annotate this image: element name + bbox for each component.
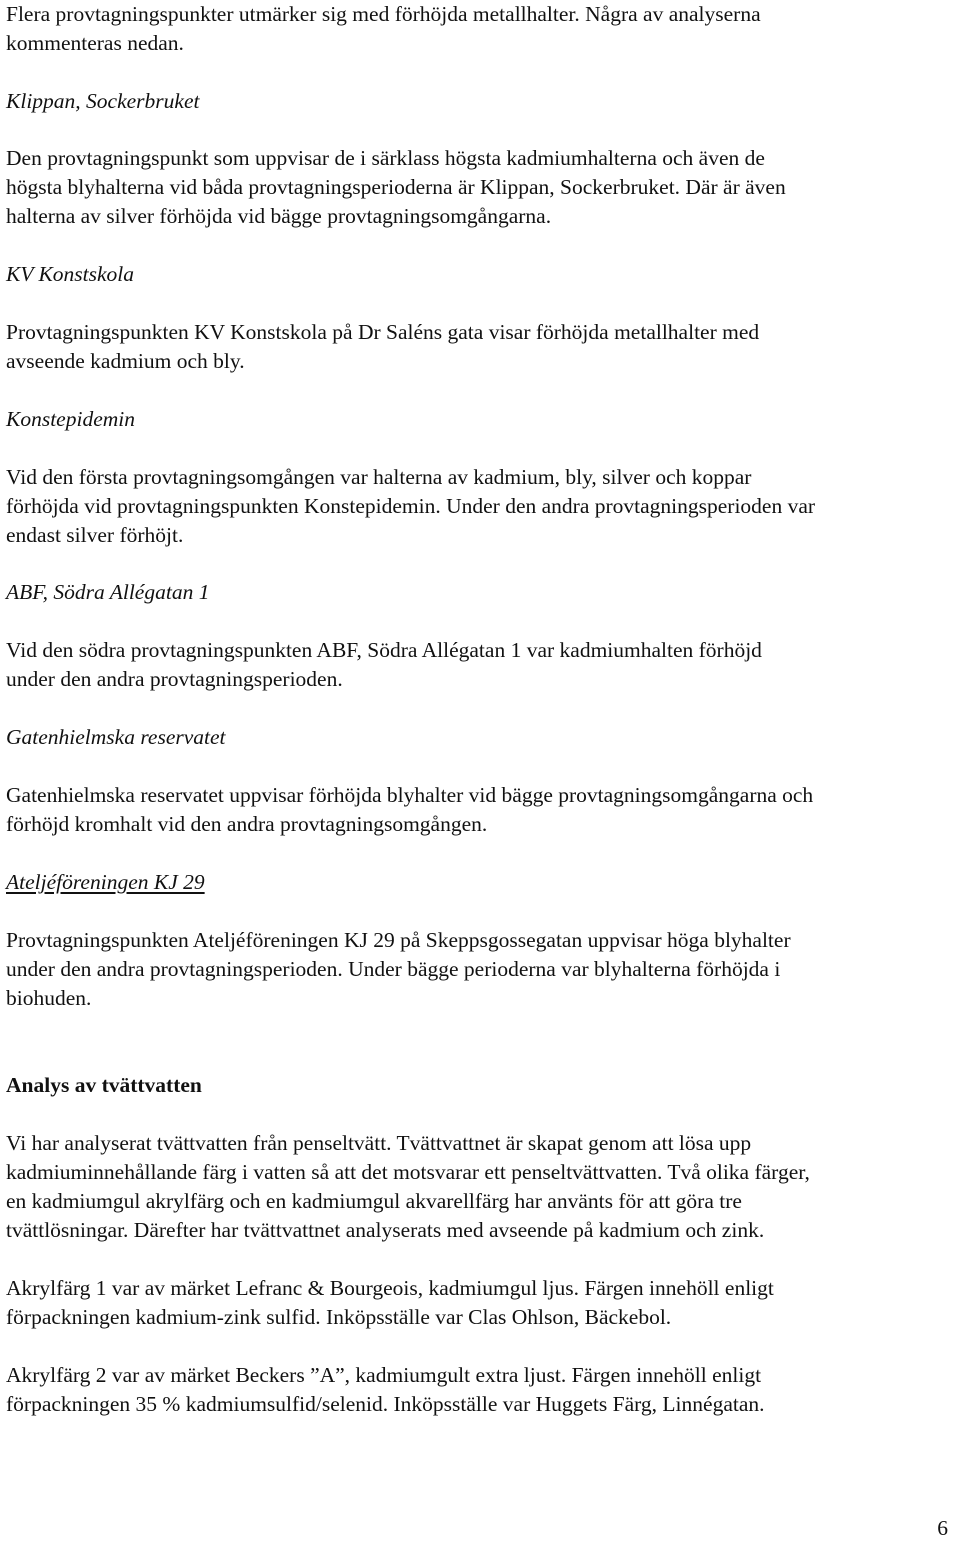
analysis-paragraph: [6, 1129, 810, 1245]
section-paragraph: [6, 318, 759, 376]
section-heading: Gatenhielmska reservatet: [6, 725, 226, 749]
text-line: en kadmiumgul akrylfärg och en kadmiumgul akvarellfärg har använts för att göra tre: [6, 1189, 742, 1213]
section-paragraph: [6, 781, 813, 839]
text-line: Provtagningspunkten KV Konstskola på Dr Saléns gata visar förhöjda metallhalter med: [6, 320, 760, 344]
section-paragraph: [6, 636, 762, 694]
intro-paragraph: [6, 0, 761, 58]
text-line: tvättlösningar. Därefter har tvättvattnet analyserats med avseende på kadmium och zink.: [6, 1218, 765, 1242]
text-line: högsta blyhalterna vid båda provtagningsperioderna är Klippan, Sockerbruket. Där är även: [6, 175, 786, 199]
analysis-paragraph: [6, 1361, 765, 1419]
text-line: Akrylfärg 1 var av märket Lefranc & Bourgeois, kadmiumgul ljus. Färgen innehöll enligt: [6, 1276, 774, 1300]
section-heading: Konstepidemin: [6, 407, 135, 431]
page-number: 6: [937, 1516, 948, 1540]
text-line: kadmiuminnehållande färg i vatten så att det motsvarar ett penseltvättvatten. Två olika färger,: [6, 1160, 810, 1184]
text-line: under den andra provtagningsperioden. Under bägge perioderna var blyhalterna förhöjda i: [6, 957, 781, 981]
section-heading: Ateljéföreningen KJ 29: [6, 870, 205, 894]
text-line: Den provtagningspunkt som uppvisar de i särklass högsta kadmiumhalterna och även de: [6, 146, 765, 170]
text-line: förhöjd kromhalt vid den andra provtagningsomgången.: [6, 812, 488, 836]
text-line: förpackningen kadmium-zink sulfid. Inköpsställe var Clas Ohlson, Bäckebol.: [6, 1305, 672, 1329]
analysis-paragraph: [6, 1274, 774, 1332]
section-heading: Klippan, Sockerbruket: [6, 89, 200, 113]
section-heading: KV Konstskola: [6, 262, 135, 286]
text-line: biohuden.: [6, 986, 92, 1010]
text-line: under den andra provtagningsperioden.: [6, 667, 343, 691]
section-paragraph: [6, 144, 786, 231]
text-line: Gatenhielmska reservatet uppvisar förhöjda blyhalter vid bägge provtagningsomgångarna och: [6, 783, 814, 807]
section-heading: ABF, Södra Allégatan 1: [6, 580, 210, 604]
text-line: Flera provtagningspunkter utmärker sig med förhöjda metallhalter. Några av analyserna: [6, 2, 761, 26]
text-line: förhöjda vid provtagningspunkten Konstepidemin. Under den andra provtagningsperioden var: [6, 494, 816, 518]
text-line: Akrylfärg 2 var av märket Beckers ”A”, kadmiumgult extra ljust. Färgen innehöll enligt: [6, 1363, 762, 1387]
text-line: Vi har analyserat tvättvatten från penseltvätt. Tvättvattnet är skapat genom att lösa upp: [6, 1131, 752, 1155]
text-line: Provtagningspunkten Ateljéföreningen KJ 29 på Skeppsgossegatan uppvisar höga blyhalter: [6, 928, 791, 952]
text-line: Vid den första provtagningsomgången var halterna av kadmium, bly, silver och koppar: [6, 465, 752, 489]
section-paragraph: [6, 926, 791, 1013]
text-line: avseende kadmium och bly.: [6, 349, 245, 373]
text-line: Vid den södra provtagningspunkten ABF, Södra Allégatan 1 var kadmiumhalten förhöjd: [6, 638, 762, 662]
text-line: halterna av silver förhöjda vid bägge provtagningsomgångarna.: [6, 204, 552, 228]
text-line: förpackningen 35 % kadmiumsulfid/selenid. Inköpsställe var Huggets Färg, Linnégatan.: [6, 1392, 765, 1416]
text-line: kommenteras nedan.: [6, 31, 184, 55]
analysis-heading: Analys av tvättvatten: [6, 1073, 202, 1097]
section-paragraph: [6, 463, 815, 550]
text-line: endast silver förhöjt.: [6, 523, 184, 547]
